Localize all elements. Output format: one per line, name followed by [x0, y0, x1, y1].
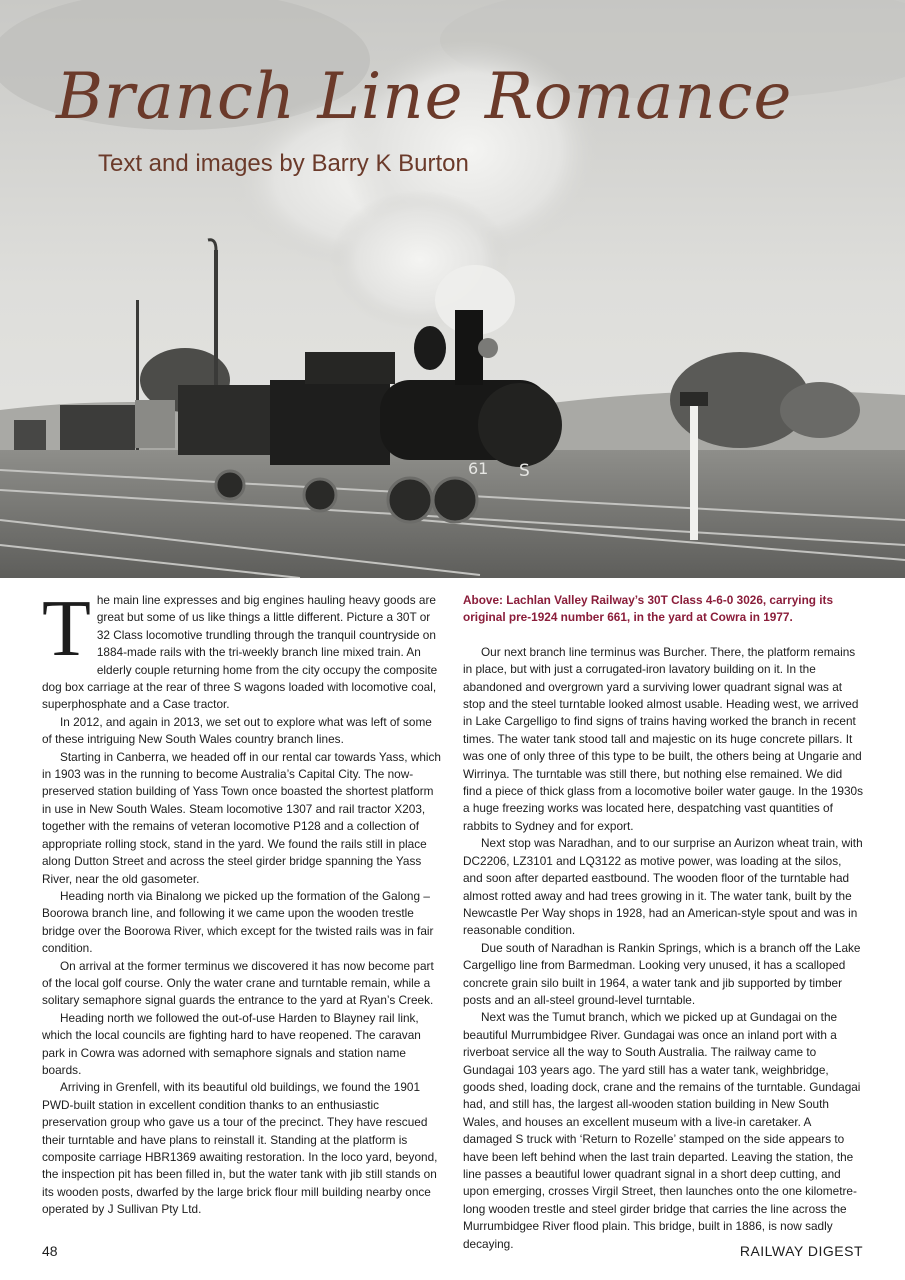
article-byline: Text and images by Barry K Burton	[98, 150, 469, 177]
drop-cap: T	[42, 585, 91, 673]
body-paragraph: Next was the Tumut branch, which we picked up at Gundagai on the beautiful Murrumbidgee River. Gundagai was once an inland port with a riverboat service all the way to South Australia. The railway came to Gundagai 103 years ago. The yard still has a water tank, weighbridge, goods shed, loading dock, crane and the remains of the turntable. Gundagai had, and still has, the largest all-wooden station building in New South Wales, and houses an excellent museum with a live-in caretaker. A damaged S truck with ‘Return to Rozelle’ stamped on the side appears to have been left behind when the last train departed. Leaving the station, the line passes a beautiful lower quadrant signal in a short deep cutting, and upon emerging, crosses Virgil Street, then launches onto the one kilometre-long wooden trestle and steel girder bridge that carries the line across the Murrumbidgee River flood plain. This bridge, built in 1886, is now sadly decaying.	[463, 1010, 861, 1251]
tender-letter: S	[519, 461, 530, 481]
hero-photo	[0, 0, 905, 578]
body-paragraph: Next stop was Naradhan, and to our surprise an Aurizon wheat train, with DC2206, LZ3101 and LQ3122 as motive power, was loading at the silos, and soon after departed eastbound. The wooden floor of the turntable had almost rotted away and had trees growing in it. The water tank, built by the Newcastle Per Way shops in 1928, had an American-style spout and was in reasonable condition.	[463, 836, 863, 938]
body-paragraph: Due south of Naradhan is Rankin Springs, which is a branch off the Lake Cargelligo line from Barmedman. Looking very unused, it has a scalloped concrete grain silo built in 1964, a water tank and jib supported by timber posts and an all-steel ground-level turntable.	[463, 940, 861, 1007]
body-paragraph: In 2012, and again in 2013, we set out to explore what was left of some of these intriguing New South Wales country branch lines.	[42, 714, 432, 747]
left-column	[42, 585, 442, 1219]
page-number: 48	[42, 1243, 58, 1259]
body-paragraph: Starting in Canberra, we headed off in our rental car towards Yass, which in 1903 was in the running to become Australia’s Capital City. The now-preserved station building of Yass Town once boasted the shortest platform in use in New South Wales. Steam locomotive 1307 and rail tractor X203, together with the remains of veteran locomotive P128 and a collection of appropriate rolling stock, stand in the yard. We found the rails still in place along Dutton Street and across the steel girder bridge spanning the Yass River, near the old gasometer.	[42, 749, 441, 886]
smokebox-number: 61	[468, 459, 489, 478]
body-paragraph: Our next branch line terminus was Burcher. There, the platform remains in place, but with just a corrugated-iron lavatory building on it. In the abandoned and overgrown yard a surviving lower quadrant signal was at stop and the steel turntable looked almost usable. Heading west, we arrived in Lake Cargelligo to find signs of trains having worked the branch in recent times. The water tank stood tall and majestic on its huge concrete pillars. It was one of only three of this type to be built, the others being at Ungarie and Wirrinya. The turntable was still there, but nothing else remained. We did find a piece of thick glass from a locomotive boiler water gauge. In the 1930s a huge freezing works was located here, despatching vast quantities of rabbits to Sydney and for export.	[463, 644, 864, 833]
body-paragraph: Heading north via Binalong we picked up the formation of the Galong –Boorowa branch line, and following it we came upon the wooden trestle bridge over the Boorowa River, which except for the twisted rails was in fair condition.	[42, 888, 434, 956]
publication-name: RAILWAY DIGEST	[739, 1243, 863, 1259]
body-paragraph: Heading north we followed the out-of-use Harden to Blayney rail link, which the local councils are fighting hard to have reopened. The caravan park in Cowra was adorned with semaphore signals and station name boards.	[42, 1010, 421, 1077]
right-column	[463, 592, 863, 1253]
body-paragraph: On arrival at the former terminus we discovered it has now become part of the local golf course. Only the water crane and turntable remain, while a solitary semaphore signal guards the entrance to the yard at Ryan’s Creek.	[42, 958, 434, 1008]
opening-paragraph: The main line expresses and big engines hauling heavy goods are great but some of us like things a little different. Picture a 30T or 32 Class locomotive trundling through the tranquil countryside on 1884-made rails with the tri-weekly branch line mixed train. An elderly couple returning home from the city occupy the composite dog box carriage at the rear of three S wagons loaded with locomotive coal, superphosphate and a Case tractor.	[42, 585, 438, 712]
article-title: Branch Line Romance	[56, 60, 793, 134]
photo-caption: Above: Lachlan Valley Railway’s 30T Class 4-6-0 3026, carrying its original pre-1924 number 661, in the yard at Cowra in 1977.	[463, 593, 834, 625]
body-paragraph: Arriving in Grenfell, with its beautiful old buildings, we found the 1901 PWD-built station in excellent condition thanks to an enthusiastic preservation group who gave us a tour of the precinct. They have rescued their turntable and have plans to reinstall it. Standing at the platform is composite carriage HBR1369 awaiting restoration. In the loco yard, beyond, the inspection pit has been filled in, but the water tank with jib still stands on its wooden posts, dwarfed by the large brick flour mill building nearby once operated by J Sullivan Pty Ltd.	[42, 1080, 438, 1217]
